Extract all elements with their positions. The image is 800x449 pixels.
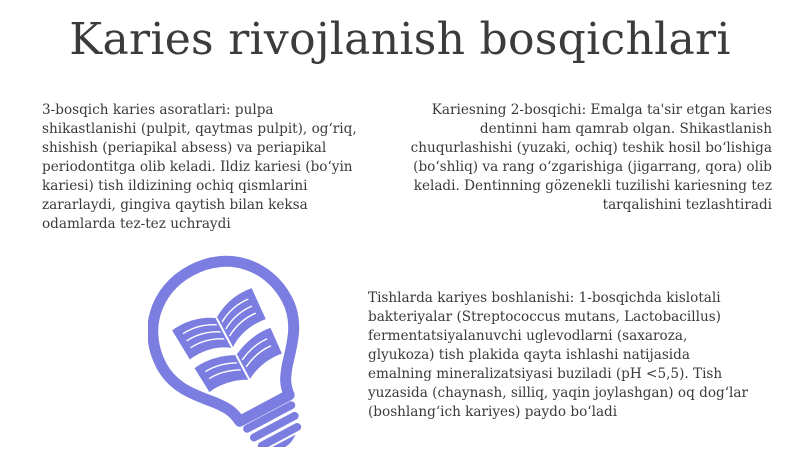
stage3-text: 3-bosqich karies asoratlari: pulpa shikastlanishi (pulpit, qaytmas pulpit), og‘riq, shishish (periapikal absess) va periapikal periodontitga olib keladi. Ildiz kariesi (bo‘yin kariesi) tish ildizining ochiq qismlarini zararlaydi, gingiva qaytish bilan keksa odamlarda tez-tez uchraydi [42,102,357,232]
stage2-text: Kariesning 2-bosqichi: Emalga ta'sir etgan karies dentinni ham qamrab olgan. Shikastlanish chuqurlashishi (yuzaki, ochiq) teshik hosil bo‘lishiga (bo‘shliq) va rang o‘zgarishiga (jigarrang, qora) olib keladi. Dentinning gözenekli tuzilishi kariesning tez tarqalishini tezlashtiradi [410,102,772,213]
stage1-text: Tishlarda kariyes boshlanishi: 1-bosqichda kislotali bakteriyalar (Streptococcus mutans, Lactobacillus) fermentatsiyalanuvchi uglevodlarni (saxaroza, glyukoza) tish plakida qayta ishlashi natijasida emalning mineralizatsiyasi buziladi (pH <5,5). Tish yuzasida (chaynash, silliq, yaqin joylashgan) oq dog‘lar (boshlang‘ich kariyes) paydo bo‘ladi [368,290,748,420]
lightbulb-book-icon [148,252,318,447]
slide-title: Karies rivojlanish bosqichlari [69,14,731,65]
